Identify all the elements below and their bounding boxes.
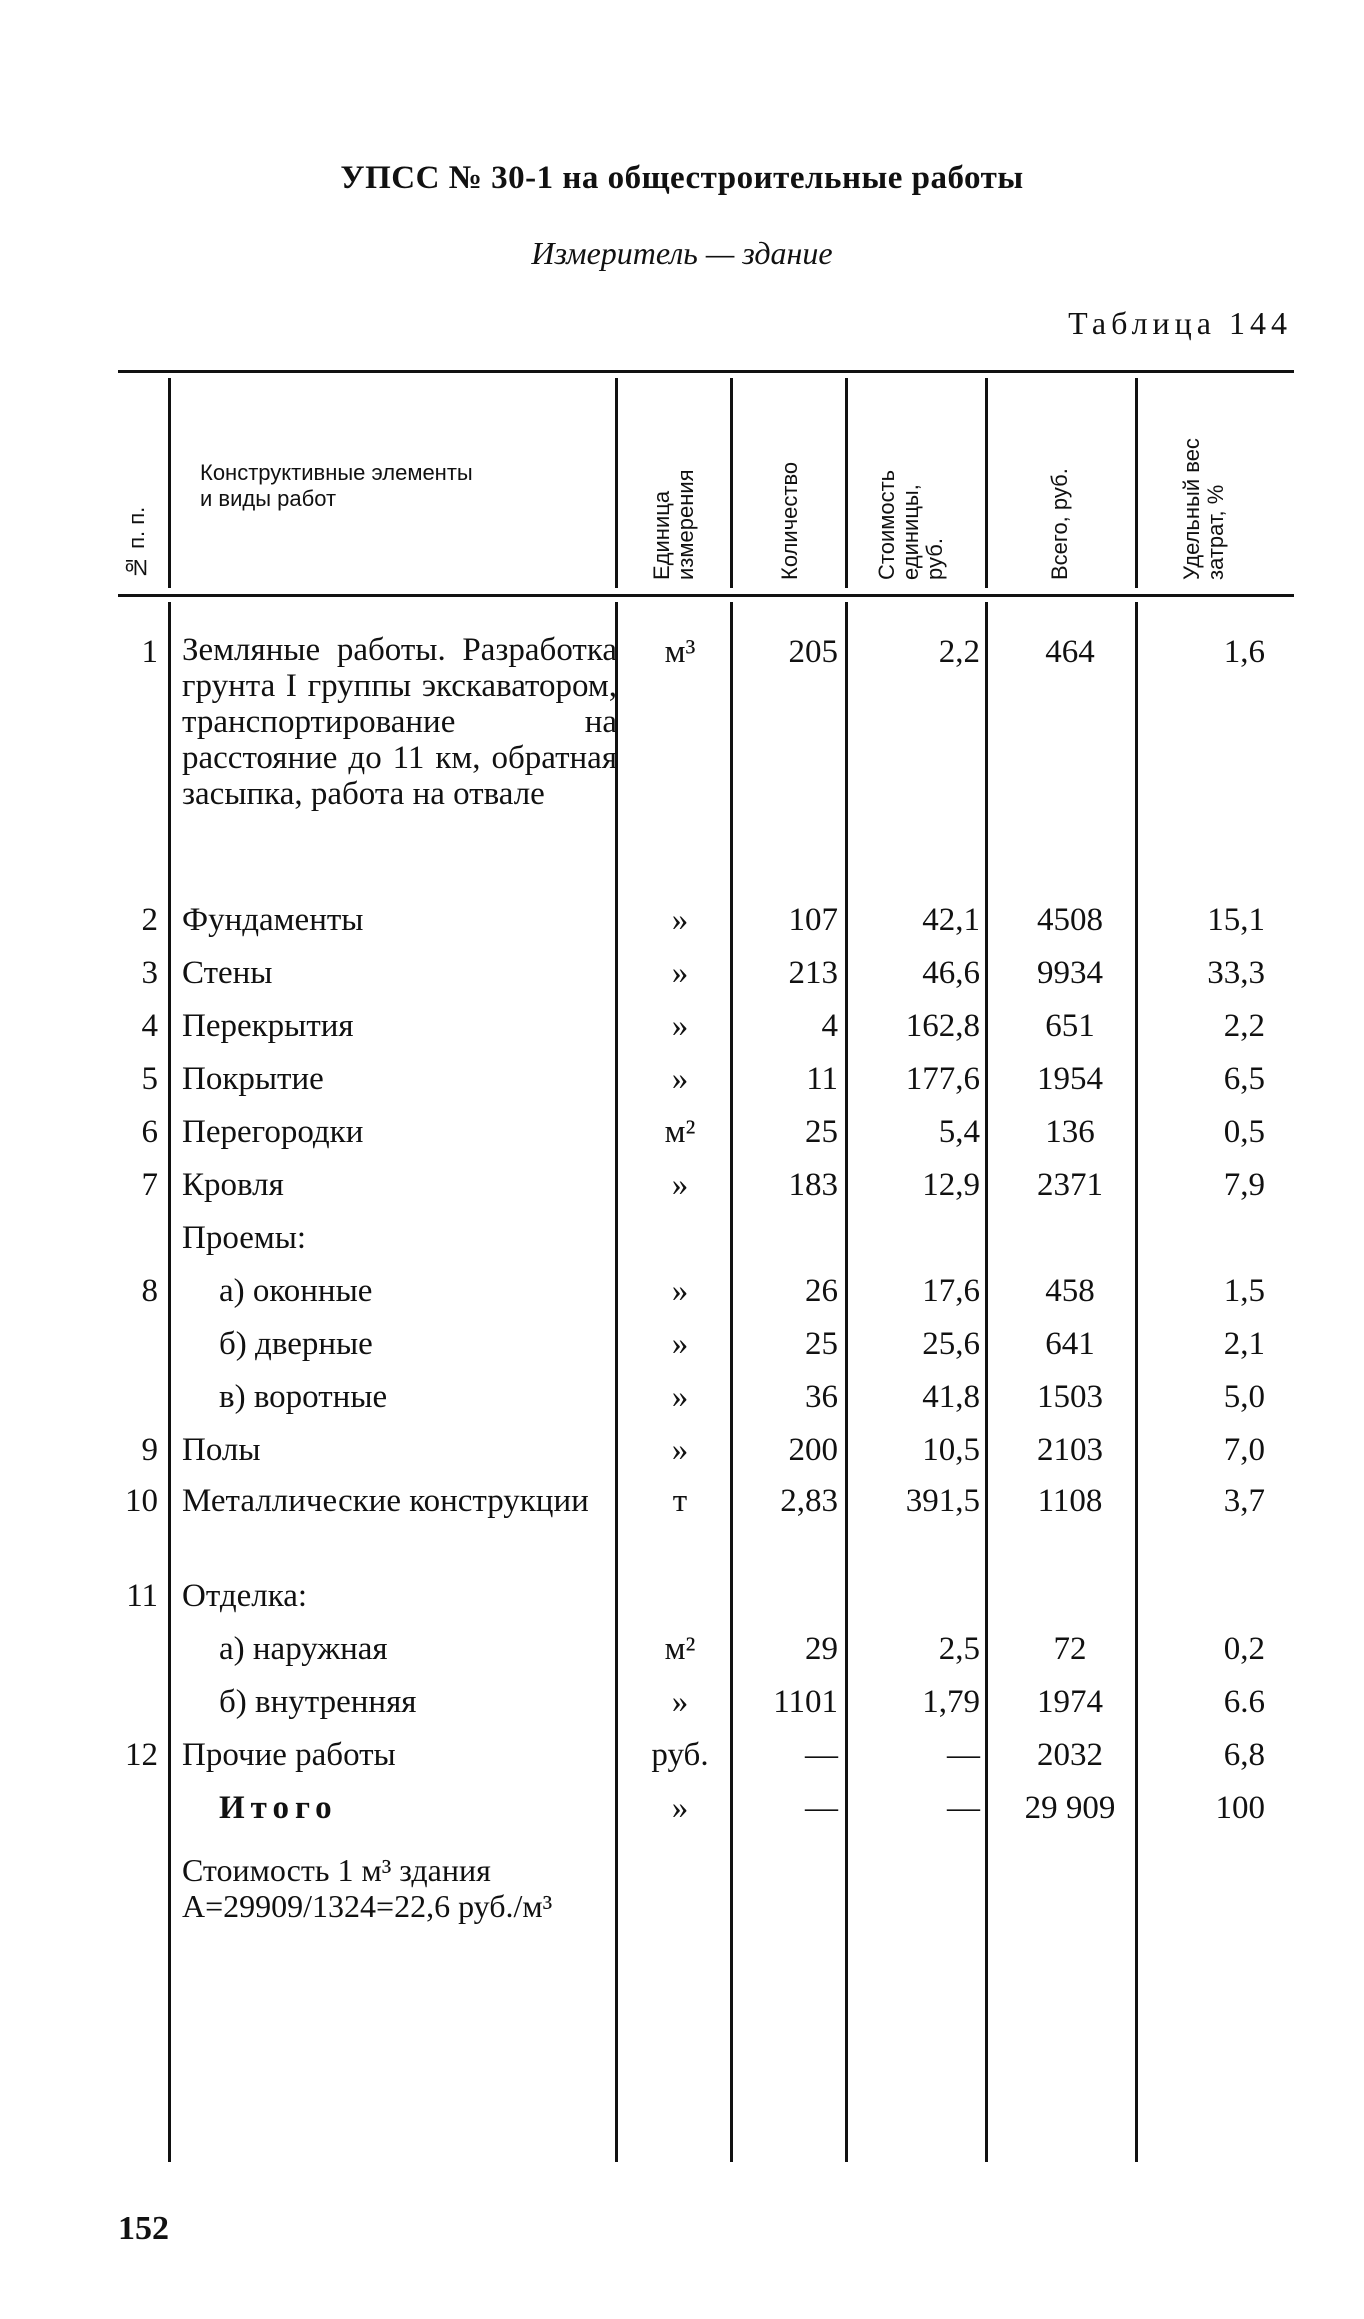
table-top-rule (118, 370, 1294, 373)
cell-work-name: Полы (182, 1432, 261, 1468)
cell-unit: » (671, 1273, 689, 1309)
cell-total: 29 909 (1024, 1790, 1116, 1826)
cell-total: 2032 (1037, 1737, 1103, 1773)
cell-total: 2103 (1037, 1432, 1103, 1468)
cell-quantity: 205 (788, 634, 838, 670)
table-row (0, 1430, 1364, 1480)
cell-unit-price: 162,8 (905, 1008, 980, 1044)
cell-unit-price: — (947, 1737, 980, 1773)
cell-work-name: Прочие работы (182, 1737, 396, 1773)
cell-share: 1,6 (1223, 634, 1265, 670)
cell-unit: » (671, 1061, 689, 1097)
cell-no: 4 (141, 1008, 158, 1044)
column-divider (1135, 378, 1138, 588)
cell-no: 1 (141, 634, 158, 670)
cell-unit-price: 177,6 (905, 1061, 980, 1097)
cell-quantity: 1101 (773, 1684, 838, 1720)
header-quantity: Количество (777, 461, 802, 580)
cell-work-name: б) внутренняя (219, 1684, 417, 1720)
cell-share: 15,1 (1207, 902, 1265, 938)
cell-share: 7,9 (1223, 1167, 1265, 1203)
cell-work-name: Покрытие (182, 1061, 324, 1097)
cell-share: 1,5 (1223, 1273, 1265, 1309)
cell-share: 100 (1215, 1790, 1265, 1826)
column-divider (845, 378, 848, 588)
table-row (0, 1271, 1364, 1321)
cell-work-name: Перегородки (182, 1114, 364, 1150)
cell-unit-price: 2,5 (938, 1631, 980, 1667)
cell-quantity: — (805, 1737, 838, 1773)
cell-total: 641 (1045, 1326, 1095, 1362)
cell-unit: » (671, 1432, 689, 1468)
cell-no: 2 (141, 902, 158, 938)
cell-quantity: — (805, 1790, 838, 1826)
cell-share: 7,0 (1223, 1432, 1265, 1468)
cell-total: 1974 (1037, 1684, 1103, 1720)
cell-unit-price: 12,9 (922, 1167, 980, 1203)
cell-unit: м² (664, 1631, 696, 1667)
header-total: Всего, руб. (1047, 468, 1072, 580)
header-share: Удельный вес затрат, % (1179, 438, 1228, 580)
table-row (0, 1059, 1364, 1109)
cell-quantity: 29 (805, 1631, 838, 1667)
cell-share: 2,1 (1223, 1326, 1265, 1362)
cell-unit-price: 42,1 (922, 902, 980, 938)
cell-total: 72 (1053, 1631, 1087, 1667)
table-row-total (0, 1788, 1364, 1838)
cell-no: 10 (125, 1483, 158, 1519)
cell-total: 651 (1045, 1008, 1095, 1044)
cell-no: 12 (125, 1737, 158, 1773)
cell-work-name: Проемы: (182, 1220, 307, 1256)
table-row (0, 1682, 1364, 1732)
cell-total: 458 (1045, 1273, 1095, 1309)
cell-unit: м² (664, 1114, 696, 1150)
cell-unit: » (671, 1008, 689, 1044)
cell-share: 0,2 (1223, 1631, 1265, 1667)
cell-unit: » (671, 1790, 689, 1826)
cell-unit-price: 1,79 (922, 1684, 980, 1720)
cell-share: 33,3 (1207, 955, 1265, 991)
cell-work-name: а) оконные (219, 1273, 373, 1309)
cell-unit-price: 46,6 (922, 955, 980, 991)
cell-quantity: 25 (805, 1114, 838, 1150)
header-no: № п. п. (124, 506, 149, 580)
cell-work-name: в) воротные (219, 1379, 388, 1415)
table-row (0, 1735, 1364, 1785)
table-row (0, 1576, 1364, 1626)
table-row (0, 953, 1364, 1003)
cell-no: 8 (141, 1273, 158, 1309)
cell-total: 136 (1045, 1114, 1095, 1150)
cell-share: 5,0 (1223, 1379, 1265, 1415)
header-bottom-rule (118, 594, 1294, 597)
cell-no: 3 (141, 955, 158, 991)
cell-work-name: Перекрытия (182, 1008, 354, 1044)
header-unit: Единица измерения (649, 469, 698, 580)
cell-quantity: 213 (788, 955, 838, 991)
cell-work-name: Фундаменты (182, 902, 364, 938)
cell-total: 2371 (1037, 1167, 1103, 1203)
table-row (0, 1112, 1364, 1162)
cell-unit-price: 41,8 (922, 1379, 980, 1415)
cell-work-name: б) дверные (219, 1326, 373, 1362)
cell-work-name: а) наружная (219, 1631, 388, 1667)
cell-quantity: 183 (788, 1167, 838, 1203)
cell-quantity: 200 (788, 1432, 838, 1468)
cell-share: 0,5 (1223, 1114, 1265, 1150)
column-divider (168, 378, 171, 588)
cell-quantity: 26 (805, 1273, 838, 1309)
cell-no: 11 (126, 1578, 158, 1614)
cell-unit: » (671, 902, 689, 938)
table-row (0, 1324, 1364, 1374)
table-row (0, 1006, 1364, 1056)
page-title: УПСС № 30-1 на общестроительные работы (340, 160, 1024, 196)
cell-quantity: 25 (805, 1326, 838, 1362)
cell-unit: » (671, 1167, 689, 1203)
table-row (0, 1218, 1364, 1268)
cell-quantity: 2,83 (780, 1483, 838, 1519)
cell-no: 5 (141, 1061, 158, 1097)
cell-unit: » (671, 1379, 689, 1415)
cost-per-cubic-meter-note: Стоимость 1 м³ здания А=29909/1324=22,6 руб./м³ (182, 1852, 553, 1924)
cell-unit-price: 5,4 (938, 1114, 980, 1150)
cell-unit-price: — (947, 1790, 980, 1826)
subtitle: Измеритель — здание (531, 235, 833, 271)
table-row (0, 1165, 1364, 1215)
cell-unit: руб. (651, 1737, 709, 1773)
cell-work-name: Кровля (182, 1167, 284, 1203)
table-label: Таблица 144 (1068, 305, 1292, 341)
column-divider (985, 378, 988, 588)
cell-unit: » (671, 955, 689, 991)
cell-total: 464 (1045, 634, 1095, 670)
page-number: 152 (118, 2210, 169, 2247)
table-row (0, 1483, 1364, 1573)
cell-quantity: 4 (821, 1008, 838, 1044)
cell-share: 6.6 (1223, 1684, 1265, 1720)
cell-unit: м³ (664, 634, 696, 670)
cell-unit: » (671, 1326, 689, 1362)
cell-no: 6 (141, 1114, 158, 1150)
table-row (0, 1629, 1364, 1679)
cell-unit-price: 25,6 (922, 1326, 980, 1362)
cell-total: 1108 (1037, 1483, 1103, 1519)
cell-quantity: 107 (788, 902, 838, 938)
cell-unit: т (672, 1483, 688, 1519)
column-divider (730, 378, 733, 588)
cell-quantity: 36 (805, 1379, 838, 1415)
cell-total: 4508 (1037, 902, 1103, 938)
cell-total: 1503 (1037, 1379, 1103, 1415)
table-row (0, 1377, 1364, 1427)
cell-work-name: Итого (219, 1790, 338, 1826)
cell-unit-price: 17,6 (922, 1273, 980, 1309)
cell-unit-price: 2,2 (938, 634, 980, 670)
cell-work-name: Металлические конструкции (182, 1483, 589, 1519)
header-unit-price: Стоимость единицы, руб. (874, 469, 947, 580)
cell-work-description: Земляные работы. Разработка грунта I группы экскаватором, транспортирование на расстояние до 11 км, обратная засыпка, работа на отвале (182, 632, 617, 812)
cell-share: 6,8 (1223, 1737, 1265, 1773)
cell-quantity: 11 (806, 1061, 838, 1097)
cell-share: 3,7 (1223, 1483, 1265, 1519)
cell-unit-price: 391,5 (905, 1483, 980, 1519)
cell-total: 9934 (1037, 955, 1103, 991)
cell-work-name: Отделка: (182, 1578, 308, 1614)
header-elements: Конструктивные элементы и виды работ (200, 460, 473, 511)
table-row (0, 900, 1364, 950)
cell-total: 1954 (1037, 1061, 1103, 1097)
cell-unit: » (671, 1684, 689, 1720)
cell-work-name: Стены (182, 955, 273, 991)
cell-share: 6,5 (1223, 1061, 1265, 1097)
cell-no: 7 (141, 1167, 158, 1203)
cell-no: 9 (141, 1432, 158, 1468)
cell-unit-price: 10,5 (922, 1432, 980, 1468)
cell-share: 2,2 (1223, 1008, 1265, 1044)
